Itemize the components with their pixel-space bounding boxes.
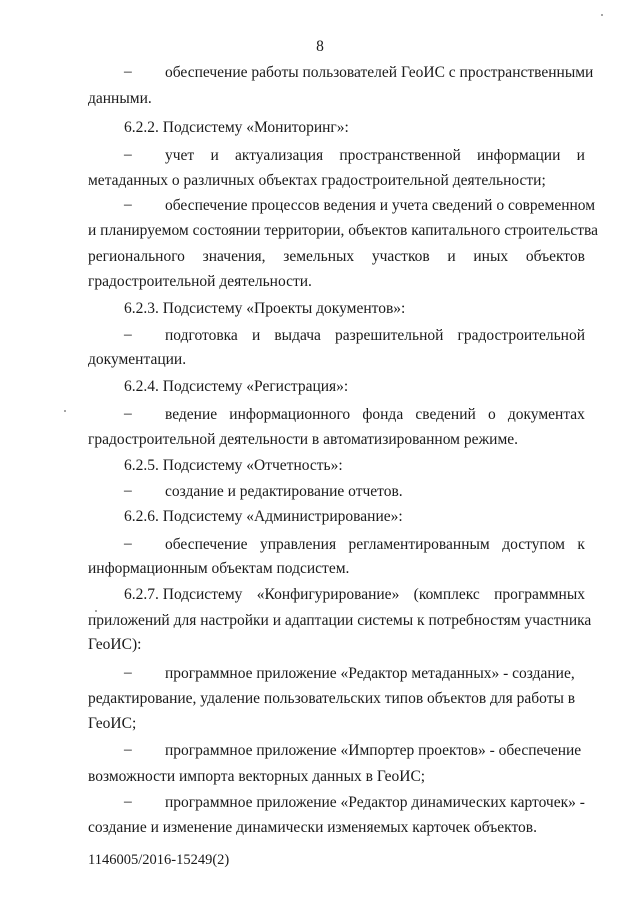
justified-line bbox=[88, 247, 585, 267]
word: управления bbox=[259, 536, 337, 553]
paragraph-line: возможности импорта векторных данных в ГеоИС; bbox=[88, 768, 426, 785]
word: объектов bbox=[525, 248, 585, 265]
word: обеспечение bbox=[165, 536, 248, 553]
section-heading: 6.2.4. Подсистему «Регистрация»: bbox=[124, 378, 349, 395]
paragraph-line: обеспечение процессов ведения и учета сведений о современном bbox=[165, 197, 596, 214]
word: «Конфигурирование» bbox=[256, 586, 400, 603]
word: регламентированным bbox=[348, 536, 490, 553]
justified-line bbox=[124, 585, 585, 605]
word: программных bbox=[494, 586, 585, 603]
paragraph-line: ГеоИС; bbox=[88, 715, 137, 732]
word: градостроительной bbox=[457, 327, 585, 344]
section-heading: 6.2.3. Подсистему «Проекты документов»: bbox=[124, 300, 406, 317]
word: учет bbox=[165, 147, 195, 164]
word: актуализация bbox=[235, 147, 324, 164]
word: о bbox=[487, 406, 496, 423]
word: к bbox=[577, 536, 585, 553]
paragraph-line: программное приложение «Импортер проектов» - обеспечение bbox=[165, 742, 582, 759]
list-dash: – bbox=[124, 146, 132, 163]
paragraph-line: программное приложение «Редактор динамических карточек» - bbox=[165, 794, 585, 811]
word: информации bbox=[477, 147, 561, 164]
word: и bbox=[210, 147, 219, 164]
list-dash: – bbox=[124, 482, 132, 499]
section-heading: 6.2.6. Подсистему «Администрирование»: bbox=[124, 508, 403, 525]
paragraph-line: редактирование, удаление пользовательских типов объектов для работы в bbox=[88, 690, 576, 707]
paragraph-line: обеспечение работы пользователей ГеоИС с пространственными bbox=[165, 64, 594, 81]
word: иных bbox=[473, 248, 509, 265]
list-dash: – bbox=[124, 741, 132, 758]
list-dash: – bbox=[124, 535, 132, 552]
list-dash: – bbox=[124, 664, 132, 681]
paragraph-line: приложений для настройки и адаптации системы к потребностям участника bbox=[88, 612, 592, 629]
justified-line bbox=[165, 535, 585, 555]
word: и bbox=[447, 248, 456, 265]
list-dash: – bbox=[124, 405, 132, 422]
scan-speck bbox=[601, 14, 603, 16]
word: земельных bbox=[283, 248, 355, 265]
paragraph-line: документации. bbox=[88, 351, 187, 368]
paragraph-line: метаданных о различных объектах градостроительной деятельности; bbox=[88, 172, 546, 189]
justified-line bbox=[165, 405, 585, 425]
document-footer-code: 1146005/2016-15249(2) bbox=[88, 852, 230, 868]
word: доступом bbox=[502, 536, 565, 553]
word: фонда bbox=[362, 406, 404, 423]
section-heading: 6.2.2. Подсистему «Мониторинг»: bbox=[124, 119, 349, 136]
word: разрешительной bbox=[335, 327, 444, 344]
paragraph-line: ГеоИС): bbox=[88, 636, 142, 653]
word: значения, bbox=[202, 248, 266, 265]
justified-line bbox=[165, 146, 585, 166]
list-dash: – bbox=[124, 793, 132, 810]
section-heading: 6.2.5. Подсистему «Отчетность»: bbox=[124, 457, 343, 474]
paragraph-line: информационным объектам подсистем. bbox=[88, 560, 350, 577]
word: участков bbox=[371, 248, 430, 265]
word: информационного bbox=[229, 406, 351, 423]
word: (комплекс bbox=[413, 586, 480, 603]
paragraph-line: градостроительной деятельности в автоматизированном режиме. bbox=[88, 431, 519, 448]
paragraph-line: и планируемом состоянии территории, объектов капитального строительства bbox=[88, 222, 598, 239]
paragraph-line: создание и изменение динамически изменяемых карточек объектов. bbox=[88, 819, 538, 836]
list-dash: – bbox=[124, 63, 132, 80]
scan-speck bbox=[95, 610, 97, 612]
paragraph-line: создание и редактирование отчетов. bbox=[165, 483, 403, 500]
word: регионального bbox=[88, 248, 185, 265]
paragraph-line: градостроительной деятельности. bbox=[88, 273, 312, 290]
list-dash: – bbox=[124, 326, 132, 343]
paragraph-line: программное приложение «Редактор метаданных» - создание, bbox=[165, 665, 575, 682]
page-number: 8 bbox=[316, 38, 324, 55]
word: подготовка bbox=[165, 327, 238, 344]
word: выдача bbox=[274, 327, 321, 344]
list-dash: – bbox=[124, 196, 132, 213]
scan-speck bbox=[64, 410, 66, 412]
justified-line bbox=[165, 326, 585, 346]
word: пространственной bbox=[339, 147, 461, 164]
word: и bbox=[251, 327, 261, 344]
word: 6.2.7. Подсистему bbox=[124, 586, 243, 603]
paragraph-line: данными. bbox=[88, 90, 152, 107]
word: ведение bbox=[165, 406, 218, 423]
word: документах bbox=[507, 406, 585, 423]
word: сведений bbox=[415, 406, 476, 423]
word: и bbox=[576, 147, 585, 164]
